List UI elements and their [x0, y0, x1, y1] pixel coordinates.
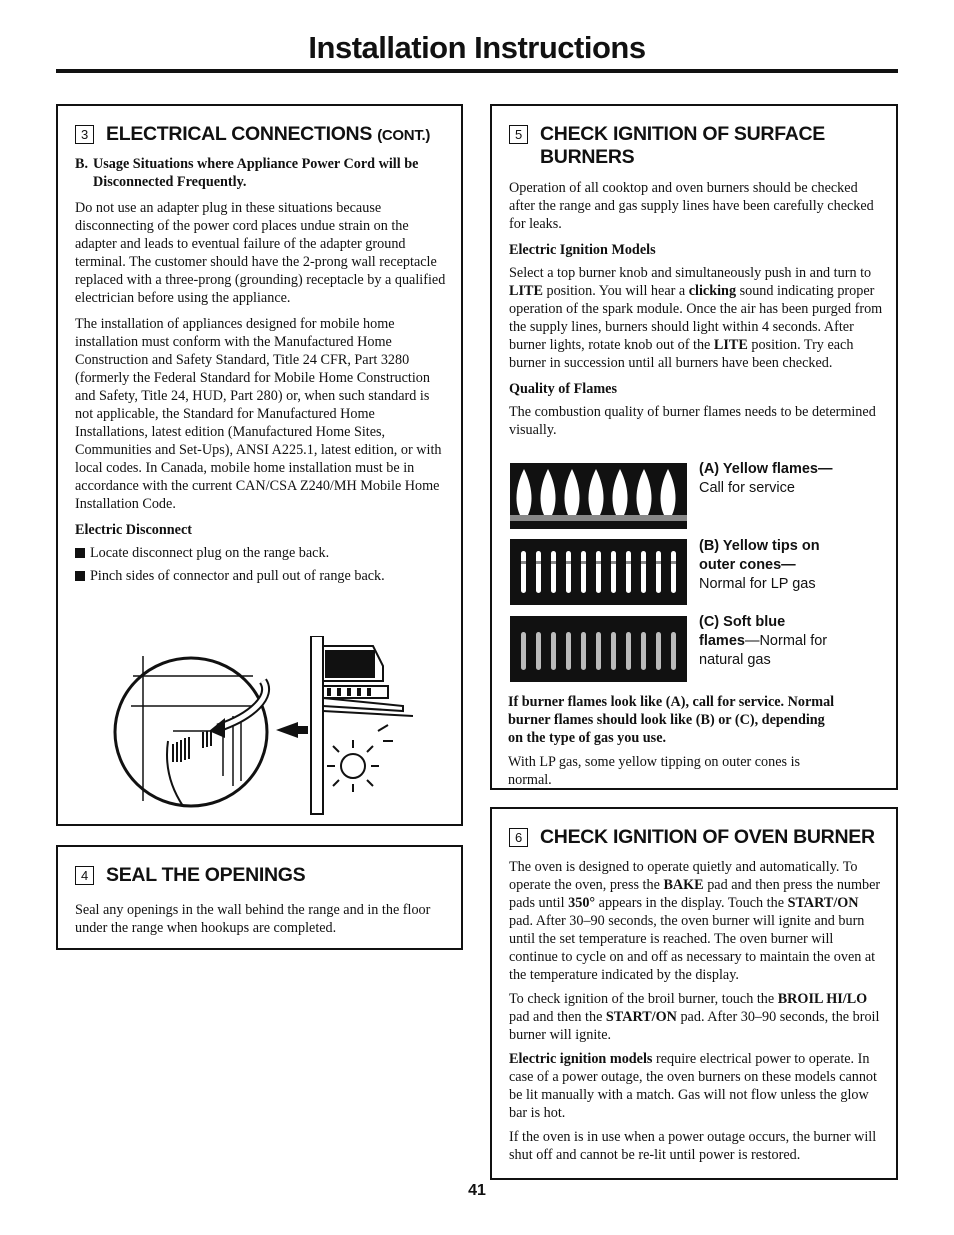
bullet-text: Pinch sides of connector and pull out of range back. [90, 568, 385, 584]
paragraph: Seal any openings in the wall behind the range and in the floor under the range when hookups are completed. [75, 902, 431, 936]
text-run: The oven is designed to operate quietly and automatically. To operate the oven, press the [509, 859, 858, 893]
flame-caption-a [699, 460, 833, 498]
paragraph: The installation of appliances designed for mobile home installation must conform with the Manufactured Home Construction and Safety Standard, Title 24 CFR, Part 3280 (formerly the Federal Standard for Mobile Home Construction and Safety, Title 24, HUD, Part 280) or, when such standard is not applicable, the Standard for Manufactured Home Installations, latest edition (Manufactured Home Sites, Communities and Set-Ups), ANSI A225.1, latest edition, or with local codes. In Canada, mobile home installation must be in accordance with the current CAN/CSA Z240/MH Mobile Home Installation Code. [75, 316, 442, 512]
lp-note: With LP gas, some yellow tipping on outer cones is normal. [508, 754, 801, 788]
subhead-letter: B. [75, 156, 89, 172]
text-run-bold: 350° [568, 895, 596, 911]
bullet-text: Locate disconnect plug on the range back. [90, 545, 330, 561]
flame-image-yellow [510, 463, 687, 529]
flame-image-soft-blue [510, 616, 687, 682]
subheading-electric-ignition: Electric Ignition Models [509, 242, 656, 258]
flame-warning: If burner flames look like (A), call for service. Normal burner flames should look like (B) or (C), depending on the type of gas you use. [508, 694, 835, 746]
text-run-bold: BROIL HI/LO [777, 991, 868, 1007]
flame-caption-c [699, 613, 827, 670]
paragraph: Operation of all cooktop and oven burners should be checked after the range and gas supply lines have been carefully checked for leaks. [509, 180, 874, 232]
paragraph [509, 264, 883, 372]
caption-bold: flames [699, 633, 745, 649]
section-number: 4 [75, 866, 94, 885]
heading-text: ELECTRICAL CONNECTIONS [106, 123, 373, 145]
subheading-electric-disconnect: Electric Disconnect [75, 522, 193, 538]
section-check-surface-burners [490, 104, 898, 790]
paragraph: The combustion quality of burner flames needs to be determined visually. [509, 404, 876, 438]
text-run-bold: LITE [509, 283, 543, 299]
caption-text: —Normal for [744, 633, 828, 649]
heading-text: CHECK IGNITION OF OVEN BURNER [540, 826, 875, 848]
section-heading [509, 123, 883, 169]
text-run: require electrical power to operate. In case of a power outage, the oven burners on these models cannot be lit manually with a match. Gas will not flow unless the glow bar is hot. [509, 1051, 877, 1121]
title-rule [56, 69, 898, 73]
section-heading [509, 826, 885, 849]
paragraph [509, 1050, 885, 1122]
heading-text: SEAL THE OPENINGS [106, 864, 306, 886]
text-run-bold: BAKE [663, 877, 704, 893]
page-title: Installation Instructions [308, 30, 646, 65]
paragraph: If the oven is in use when a power outage occurs, the burner will shut off and cannot be re-lit until power is restored. [509, 1129, 877, 1163]
text-run-bold: START/ON [787, 895, 859, 911]
heading-line: BURNERS [540, 146, 635, 168]
list-item [75, 544, 447, 562]
paragraph: Do not use an adapter plug in these situations because disconnecting of the power cord places undue strain on the adapter and leads to eventual failure of the adapter ground terminal. The customer should have the 2-prong wall receptacle replaced with a three-prong (grounding) receptacle by a qualified electrician before using the appliance. [75, 200, 446, 306]
caption-bold: (C) Soft blue [699, 614, 786, 630]
text-run: pad. After 30–90 seconds, the broil burner will ignite. [509, 1009, 880, 1043]
text-run-bold: START/ON [605, 1009, 677, 1025]
caption-text: natural gas [699, 652, 771, 668]
text-run: Select a top burner knob and simultaneously push in and turn to [509, 265, 872, 281]
disconnect-plug-illustration [113, 636, 413, 816]
text-run: pad. After 30–90 seconds, the oven burner will ignite and burn until the set temperature is reached. The oven burner will continue to cycle on and off as necessary to maintain the oven at the temperature indicated by the display. [509, 913, 876, 983]
text-run: pad and then press the number pads until [509, 877, 881, 911]
caption-text: Normal for LP gas [699, 576, 816, 592]
caption-text: Call for service [699, 480, 795, 496]
text-run-bold: LITE [713, 337, 748, 353]
flame-image-yellow-tips [510, 539, 687, 605]
text-run: pad and then the [509, 1009, 603, 1025]
text-run-bold: clicking [688, 283, 737, 299]
bullet-list [75, 544, 447, 585]
caption-bold: (B) Yellow tips on [699, 538, 820, 554]
flame-caption-b [699, 537, 820, 594]
section-number: 5 [509, 125, 528, 144]
caption-bold: outer cones— [699, 557, 796, 573]
section-heading [75, 864, 447, 887]
flame-notes [508, 693, 843, 789]
section-number: 3 [75, 125, 94, 144]
bullet-square-icon [75, 548, 85, 558]
heading-suffix: (CONT.) [377, 127, 431, 144]
text-run: To check ignition of the broil burner, touch the [509, 991, 775, 1007]
list-item [75, 567, 447, 585]
caption-bold: (A) Yellow flames— [699, 461, 833, 477]
text-run: appears in the display. Touch the [598, 895, 785, 911]
paragraph [509, 990, 885, 1044]
heading-line: CHECK IGNITION OF SURFACE [540, 123, 826, 145]
text-run: position. You will hear a [546, 283, 686, 299]
text-run: sound indicating proper operation of the spark module. Once the air has been purged from the supply lines, burners should light within 4 seconds. After burner lights, rotate knob out of the [509, 283, 883, 353]
section-heading [75, 123, 447, 147]
bullet-square-icon [75, 571, 85, 581]
subhead-b [75, 155, 447, 191]
subheading-quality-of-flames: Quality of Flames [509, 381, 617, 397]
section-electrical-connections [56, 104, 463, 826]
section-number: 6 [509, 828, 528, 847]
section-check-oven-burner [490, 807, 898, 1180]
text-run-bold: Electric ignition models [509, 1051, 653, 1067]
subhead-text: Usage Situations where Appliance Power Cord will be Disconnected Frequently. [93, 156, 419, 190]
section-seal-openings [56, 845, 463, 950]
paragraph [509, 858, 885, 984]
page-number: 41 [468, 1182, 486, 1199]
text-run: position. Try each burner in succession until all burners have been checked. [509, 337, 854, 371]
